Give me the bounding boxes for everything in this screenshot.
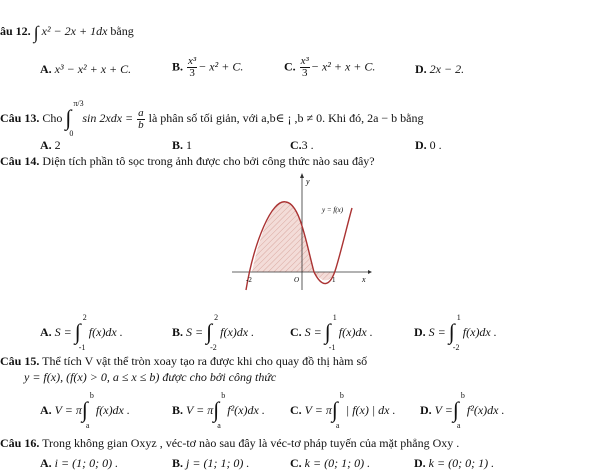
q15-option-d[interactable]: D. V = ∫ b a f²(x)dx .	[420, 391, 505, 430]
q13-rest: là phân số tối giản, với a,b∈ ¡ ,b ≠ 0. Khi đó, 2a − b bằng	[148, 110, 424, 125]
q13-option-b[interactable]: B. 1	[172, 138, 193, 152]
q16-line: Câu 16. Trong không gian Oxyz , véc-tơ nào sau đây là véc-tơ pháp tuyến của mặt phẳng Oxy .	[0, 436, 460, 450]
shaded-area-graph	[232, 172, 372, 292]
q15-line-2: y = f(x), (f(x) > 0, a ≤ x ≤ b) được cho bởi công thức	[24, 370, 277, 384]
q12-option-b[interactable]: B. $\frac{\text{x³}}{3}$ − x² + C.	[172, 55, 244, 79]
q14-option-d[interactable]: D. S = ∫ 1 -2 f(x)dx .	[414, 313, 497, 352]
definite-integral: ∫ π/3 0	[65, 99, 84, 138]
q16-option-b[interactable]: B. j = (1; 1; 0) .	[172, 456, 250, 470]
q13-option-d[interactable]: D. 0 .	[415, 138, 442, 152]
tick-neg-2: -2	[246, 276, 252, 284]
q14-label: Câu 14.	[0, 154, 40, 168]
q15-option-b[interactable]: B. V = π ∫ b a f²(x)dx .	[172, 391, 265, 430]
q14-option-b[interactable]: B. S = ∫ 2 -2 f(x)dx .	[172, 313, 255, 352]
q16-option-a[interactable]: A. i = (1; 0; 0) .	[40, 456, 119, 470]
q12-integrand: x² − 2x + 1dx	[41, 24, 108, 38]
x-axis-label: x	[362, 275, 366, 284]
q13-line: Câu 13. Cho ∫ π/3 0 sin 2xdx = $\frac{a}{b}$ là phân số tối giản, với a,b∈ ¡ ,b ≠ 0. Khi đó, 2a − b bằng	[0, 99, 424, 138]
q15-line-1: Câu 15. Thể tích V vật thể tròn xoay tạo ra được khi cho quay đồ thị hàm số	[0, 354, 368, 368]
q15-option-a[interactable]: A. V = π ∫ b a f(x)dx .	[40, 391, 130, 430]
q13-integrand: sin 2xdx =	[82, 110, 134, 125]
q14-line: Câu 14. Diện tích phần tô sọc trong ảnh được cho bởi công thức nào sau đây?	[0, 154, 375, 168]
origin-label: O	[294, 276, 300, 284]
q14-option-a[interactable]: A. S = ∫ 2 -1 f(x)dx .	[40, 313, 123, 352]
q12-option-a[interactable]: A. x³ − x² + x + C.	[40, 62, 132, 76]
q12-label: âu 12.	[0, 24, 31, 38]
tick-1: 1	[332, 276, 336, 284]
curve-label: y = f(x)	[322, 206, 344, 214]
q15-label: Câu 15.	[0, 354, 40, 368]
q12-option-d[interactable]: D. 2x − 2.	[415, 62, 465, 76]
q16-label: Câu 16.	[0, 436, 40, 450]
q16-option-d[interactable]: D. k = (0; 0; 1) .	[414, 456, 495, 470]
q12-option-c[interactable]: C. $\frac{\text{x³}}{3}$ − x² + x + C.	[284, 55, 376, 79]
integral-sign: ∫	[33, 22, 39, 43]
q12-c-fraction: $\frac{\text{x³}}{3}$	[300, 55, 309, 79]
q15-option-c[interactable]: C. V = π ∫ b a | f(x) | dx .	[290, 391, 396, 430]
q13-fraction: $\frac{a}{b}$	[138, 106, 144, 131]
y-axis-label: y	[306, 177, 310, 186]
q12-stem: bằng	[110, 24, 134, 38]
q13-option-a[interactable]: A. 2	[40, 138, 61, 152]
q12-line	[0, 22, 134, 43]
q16-option-c[interactable]: C. k = (0; 1; 0) .	[290, 456, 371, 470]
q12-b-fraction: $\frac{\text{x³}}{3}$	[188, 55, 197, 79]
q13-label: Câu 13.	[0, 110, 40, 125]
q13-option-c[interactable]: C.3 .	[290, 138, 314, 152]
q14-option-c[interactable]: C. S = ∫ 1 -1 f(x)dx .	[290, 313, 373, 352]
